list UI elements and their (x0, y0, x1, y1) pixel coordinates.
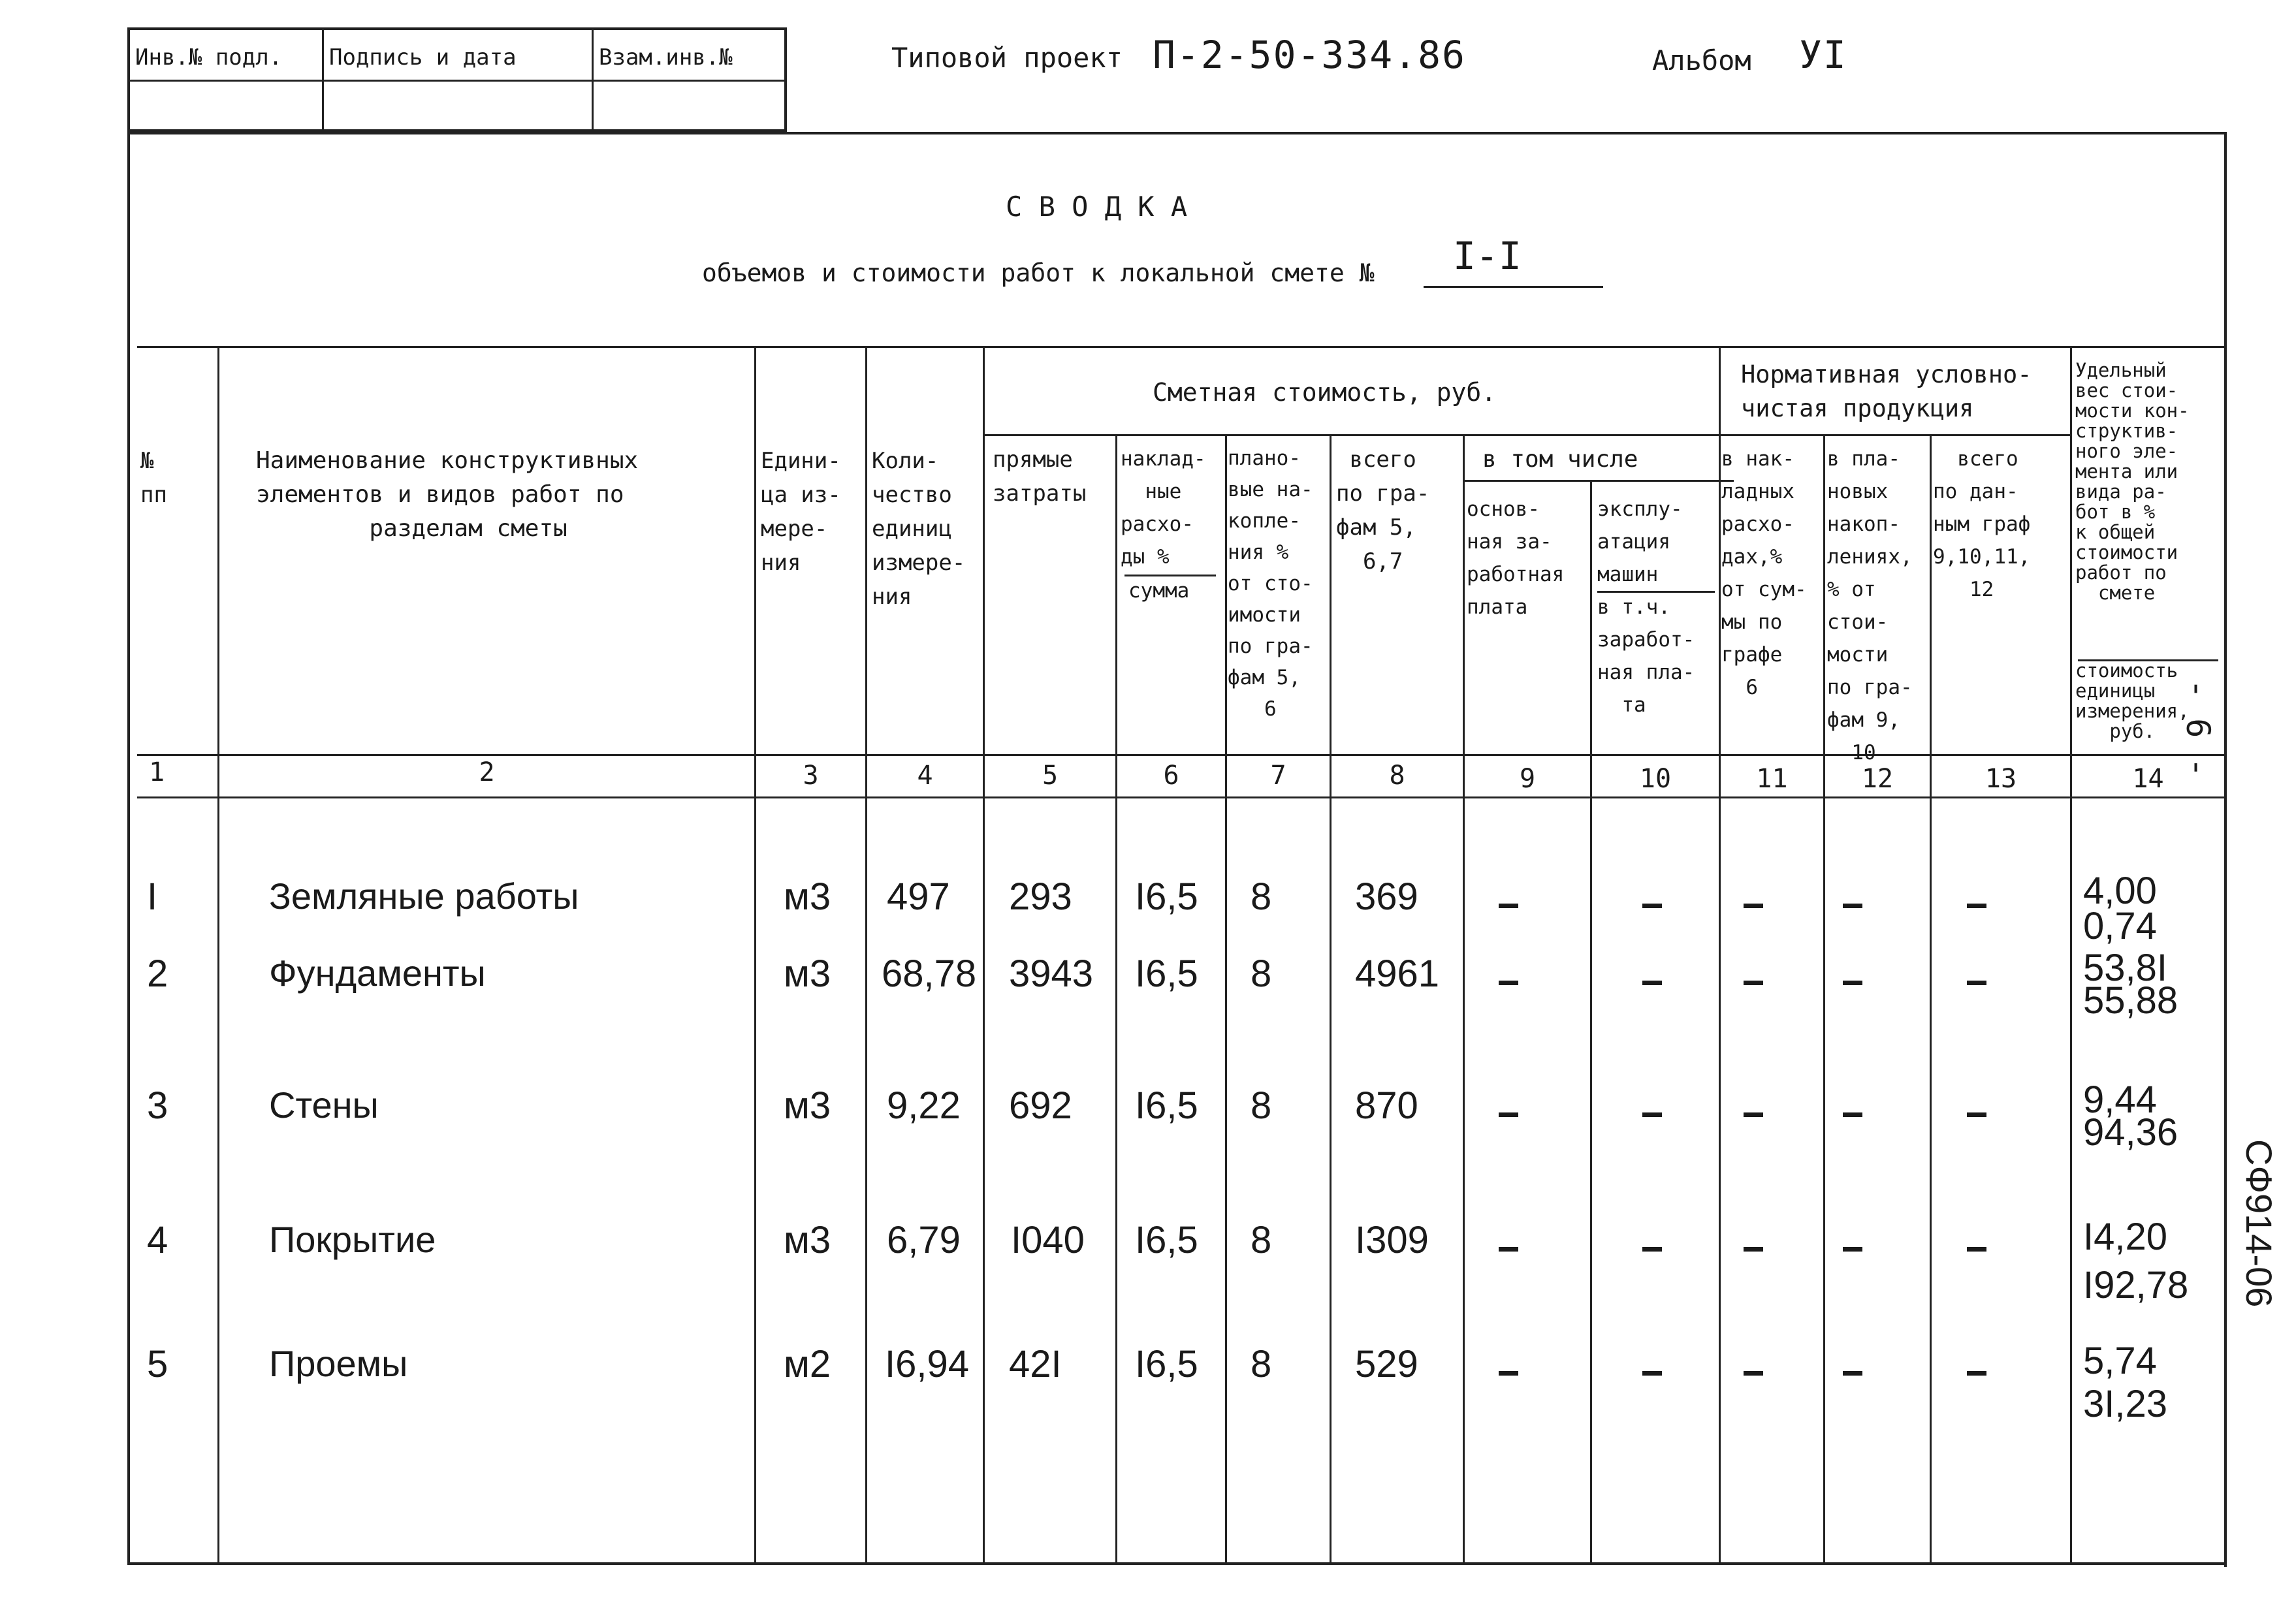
frame-right-border (2224, 134, 2227, 1567)
row-dash (1843, 1247, 1862, 1252)
col-divider-4 (983, 346, 985, 1564)
row-share: I4,20 (2083, 1216, 2167, 1258)
document-title: С В О Д К А (1006, 191, 1188, 223)
row-overhead: I6,5 (1135, 875, 1198, 918)
col-header-6-bottom: сумма (1128, 579, 1190, 603)
stamp-vzam-label: Взам.инв.№ (599, 44, 733, 71)
estimate-number: I-I (1453, 234, 1522, 278)
col-divider-1 (217, 346, 219, 1564)
row-total: 4961 (1355, 953, 1440, 995)
col-divider-10 (1719, 346, 1721, 1564)
row-dash (1499, 1112, 1518, 1117)
row-unit-cost: 94,36 (2083, 1111, 2178, 1154)
row-dash (1642, 904, 1662, 908)
row-dash (1642, 1371, 1662, 1376)
col-number-12: 12 (1861, 764, 1894, 794)
col-header-6-top: наклад- ные расхо- ды % (1121, 447, 1206, 569)
row-number: I (147, 875, 158, 918)
col-divider-7 (1330, 434, 1331, 1564)
col-divider-8 (1463, 434, 1465, 1564)
incl-group-header: в том числе (1482, 446, 1638, 473)
col-number-6: 6 (1163, 761, 1179, 791)
document-subtitle: объемов и стоимости работ к локальной смете № (702, 259, 1375, 287)
col-header-14-top: Удельный вес стои- мости кон- структив- ного эле- мента или вида ра- бот в % к общей стоимости работ по смете (2075, 359, 2190, 604)
row-dash (1967, 1371, 1986, 1376)
col-divider-5 (1115, 434, 1117, 1564)
row-dash (1967, 1247, 1986, 1252)
row-dash (1744, 1371, 1763, 1376)
col-divider-12 (1930, 434, 1932, 1564)
album-number: УI (1799, 33, 1847, 77)
row-share: 53,8I (2083, 947, 2167, 989)
col-header-3: Едини- ца из- мере- ния (761, 448, 841, 576)
row-dash (1744, 904, 1763, 908)
row-number: 3 (147, 1084, 168, 1127)
col-header-11: в нак- ладных расхо- дах,% от сум- мы по графе 6 (1721, 447, 1807, 699)
row-dash (1843, 981, 1862, 985)
row-share: 4,00 (2083, 870, 2157, 912)
col-header-9: основ- ная за- работная плата (1467, 497, 1565, 619)
row-unit: м3 (784, 1084, 831, 1127)
row-unit: м3 (784, 1219, 831, 1261)
subheader-line (983, 434, 2070, 436)
project-label: Типовой проект (891, 42, 1123, 74)
row-direct: 3943 (1009, 953, 1094, 995)
row-name: Фундаменты (269, 953, 486, 994)
row-dash (1967, 981, 1986, 985)
table-top-line (137, 346, 2225, 348)
row-overhead: I6,5 (1135, 1343, 1198, 1385)
col-number-5: 5 (1042, 761, 1059, 791)
row-dash (1967, 1112, 1986, 1117)
row-number: 2 (147, 953, 168, 995)
stamp-podpis (324, 30, 594, 129)
stamp-inv-podl (130, 30, 324, 129)
row-planned: 8 (1251, 1219, 1272, 1261)
row-planned: 8 (1251, 1343, 1272, 1385)
row-direct: 692 (1009, 1084, 1072, 1127)
row-dash (1499, 1371, 1518, 1376)
row-qty: I6,94 (885, 1343, 969, 1385)
row-planned: 8 (1251, 953, 1272, 995)
row-total: 369 (1355, 875, 1418, 918)
norm-group-header: Нормативная условно- чистая продукция (1741, 360, 2032, 422)
col-header-8: всего по гра- фам 5, 6,7 (1336, 447, 1430, 575)
row-planned: 8 (1251, 875, 1272, 918)
row-number: 5 (147, 1343, 168, 1385)
row-dash (1744, 1112, 1763, 1117)
row-share: 5,74 (2083, 1340, 2157, 1382)
stamp-box (127, 27, 787, 132)
col-number-7: 7 (1270, 761, 1286, 791)
row-qty: 9,22 (887, 1084, 961, 1127)
cost-group-header: Сметная стоимость, руб. (1153, 378, 1497, 407)
col-number-1: 1 (148, 757, 165, 787)
row-unit-cost: 3I,23 (2083, 1383, 2167, 1425)
row-dash (1843, 1112, 1862, 1117)
row-overhead: I6,5 (1135, 1084, 1198, 1127)
row-share: 9,44 (2083, 1079, 2157, 1121)
row-total: 870 (1355, 1084, 1418, 1127)
row-dash (1843, 1371, 1862, 1376)
col-header-7: плано- вые на- копле- ния % от сто- имости по гра- фам 5, 6 (1228, 447, 1313, 721)
row-dash (1499, 1247, 1518, 1252)
col-number-14: 14 (2132, 764, 2164, 794)
col-header-14-bottom: стоимость единицы измерения, руб. (2075, 659, 2190, 742)
col-number-3: 3 (803, 761, 819, 791)
row-dash (1642, 1112, 1662, 1117)
row-unit-cost: 0,74 (2083, 905, 2157, 947)
row-dash (1642, 981, 1662, 985)
col-number-9: 9 (1519, 764, 1536, 794)
col-header-10-top: эксплу- атация машин (1597, 497, 1683, 586)
col-number-11: 11 (1756, 764, 1788, 794)
row-name: Проемы (269, 1343, 408, 1384)
col-divider-9 (1590, 480, 1592, 1564)
col-number-13: 13 (1985, 764, 2017, 794)
col-number-8: 8 (1389, 761, 1405, 791)
row-direct: 42I (1009, 1343, 1062, 1385)
row-unit: м2 (784, 1343, 831, 1385)
row-total: I309 (1355, 1219, 1429, 1261)
col-header-1: № пп (140, 448, 167, 508)
row-dash (1642, 1247, 1662, 1252)
col-number-2: 2 (479, 757, 495, 787)
stamp-vzam (594, 30, 787, 129)
row-qty: 6,79 (887, 1219, 961, 1261)
incl-subheader-line (1463, 480, 1734, 482)
row-number: 4 (147, 1219, 168, 1261)
estimate-number-underline (1424, 286, 1603, 288)
row-total: 529 (1355, 1343, 1418, 1385)
row-direct: 293 (1009, 875, 1072, 918)
row-direct: I040 (1011, 1219, 1085, 1261)
col-divider-11 (1823, 434, 1825, 1564)
project-code: П-2-50-334.86 (1153, 33, 1466, 77)
col-header-2: Наименование конструктивных элементов и видов работ по разделам сметы (256, 447, 639, 542)
col-header-4: Коли- чество единиц измере- ния (872, 448, 966, 610)
row-name: Стены (269, 1084, 379, 1126)
col-divider-6 (1225, 434, 1227, 1564)
row-name: Покрытие (269, 1219, 436, 1260)
row-dash (1744, 981, 1763, 985)
album-label: Альбом (1652, 44, 1751, 76)
col-divider-3 (865, 346, 867, 1564)
row-unit-cost: I92,78 (2083, 1264, 2189, 1306)
col-divider-13 (2070, 346, 2072, 1564)
col-numbers-bottom-line (137, 796, 2225, 798)
row-unit-cost: 55,88 (2083, 979, 2178, 1022)
col-header-5: прямые затраты (993, 447, 1087, 507)
stamp-inv-podl-label: Инв.№ подл. (135, 44, 283, 71)
row-overhead: I6,5 (1135, 953, 1198, 995)
col-number-4: 4 (917, 761, 933, 791)
row-planned: 8 (1251, 1084, 1272, 1127)
col-header-13: всего по дан- ным граф 9,10,11, 12 (1933, 447, 2031, 601)
row-dash (1967, 904, 1986, 908)
row-dash (1499, 981, 1518, 985)
row-unit: м3 (784, 875, 831, 918)
stamp-podpis-label: Подпись и дата (329, 44, 517, 71)
col-header-10-bottom: в т.ч. заработ- ная пла- та (1597, 595, 1695, 717)
document-code: СФ914-06 (2239, 1139, 2280, 1308)
col-number-10: 10 (1639, 764, 1672, 794)
row-unit: м3 (784, 953, 831, 995)
col-header-12: в пла- новых накоп- лениях, % от стои- мости по гра- фам 9, 10 (1827, 447, 1913, 765)
page-number: - 6 - (2179, 679, 2217, 778)
row-name: Земляные работы (269, 875, 579, 917)
row-qty: 68,78 (882, 953, 977, 995)
row-qty: 497 (887, 875, 950, 918)
row-dash (1843, 904, 1862, 908)
row-dash (1744, 1247, 1763, 1252)
row-overhead: I6,5 (1135, 1219, 1198, 1261)
row-dash (1499, 904, 1518, 908)
col-divider-2 (754, 346, 756, 1564)
